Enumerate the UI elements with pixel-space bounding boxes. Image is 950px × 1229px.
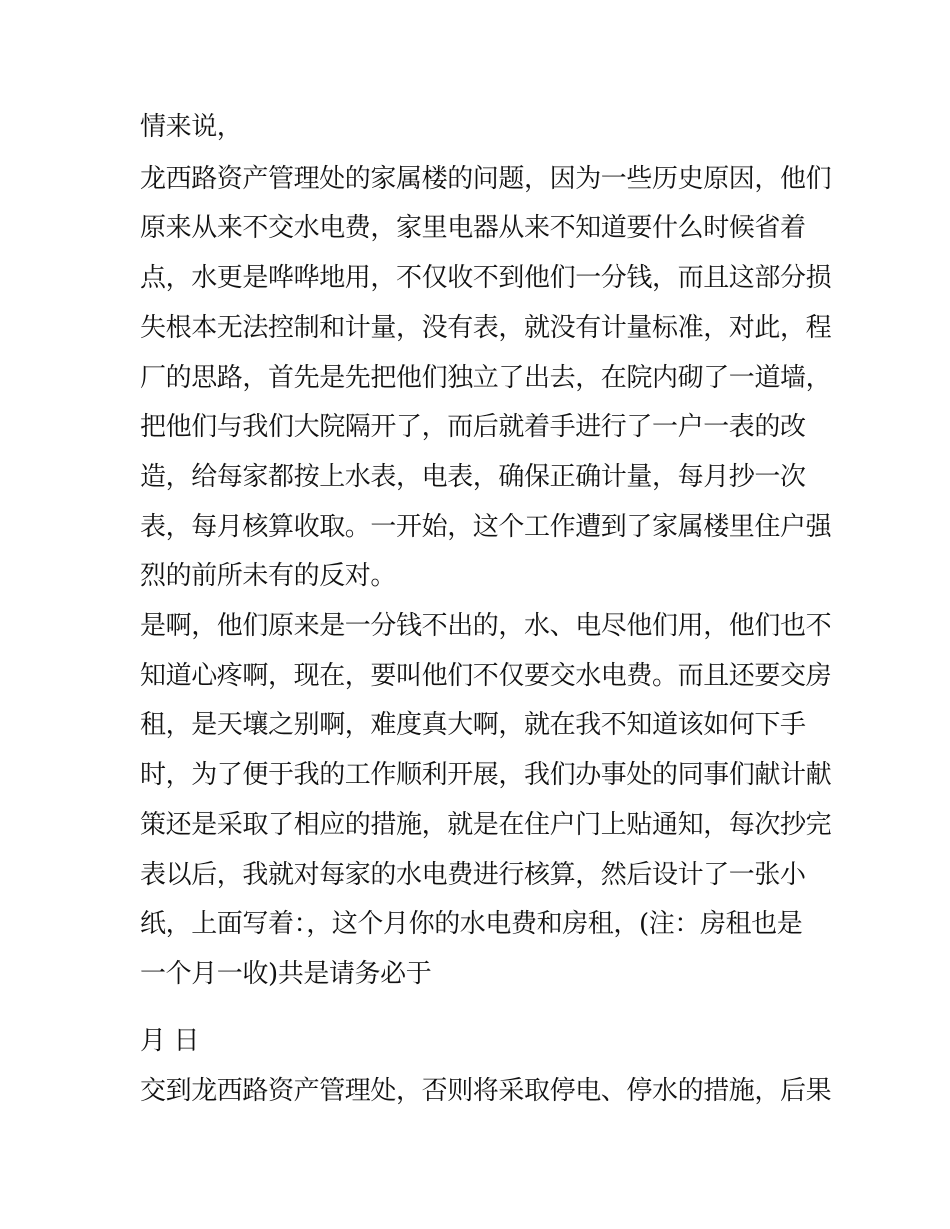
text-line: 月 日	[140, 1026, 200, 1056]
text-line: 原来从来不交水电费，家里电器从来不知道要什么时候省着	[140, 213, 806, 243]
text-line: 造，给每家都按上水表，电表，确保正确计量，每月抄一次	[140, 462, 806, 492]
text-line: 把他们与我们大院隔开了，而后就着手进行了一户一表的改	[140, 412, 806, 442]
text-line: 一个月一收)共是请务必于	[140, 959, 432, 989]
text-line: 失根本无法控制和计量，没有表，就没有计量标准，对此，程	[140, 313, 832, 343]
text-line: 表以后，我就对每家的水电费进行核算，然后设计了一张小	[140, 860, 806, 890]
text-line: 时，为了便于我的工作顺利开展，我们办事处的同事们献计献	[140, 760, 832, 790]
text-line: 是啊，他们原来是一分钱不出的，水、电尽他们用，他们也不	[140, 611, 832, 641]
text-line: 龙西路资产管理处的家属楼的问题，因为一些历史原因，他们	[140, 164, 832, 194]
text-line: 策还是采取了相应的措施，就是在住户门上贴通知，每次抄完	[140, 810, 832, 840]
text-line: 表，每月核算收取。一开始，这个工作遭到了家属楼里住户强	[140, 512, 832, 542]
text-line: 交到龙西路资产管理处，否则将采取停电、停水的措施，后果	[140, 1076, 832, 1106]
text-line: 纸，上面写着：，这个月你的水电费和房租，(注：房租也是	[140, 909, 803, 939]
text-line: 知道心疼啊，现在，要叫他们不仅要交水电费。而且还要交房	[140, 661, 832, 691]
text-line: 租，是天壤之别啊，难度真大啊，就在我不知道该如何下手	[140, 710, 806, 740]
text-line: 情来说，	[140, 112, 243, 142]
text-line: 点，水更是哗哗地用，不仅收不到他们一分钱，而且这部分损	[140, 263, 832, 293]
text-line: 厂的思路，首先是先把他们独立了出去，在院内砌了一道墙，	[140, 363, 832, 393]
text-line: 烈的前所未有的反对。	[140, 561, 397, 591]
